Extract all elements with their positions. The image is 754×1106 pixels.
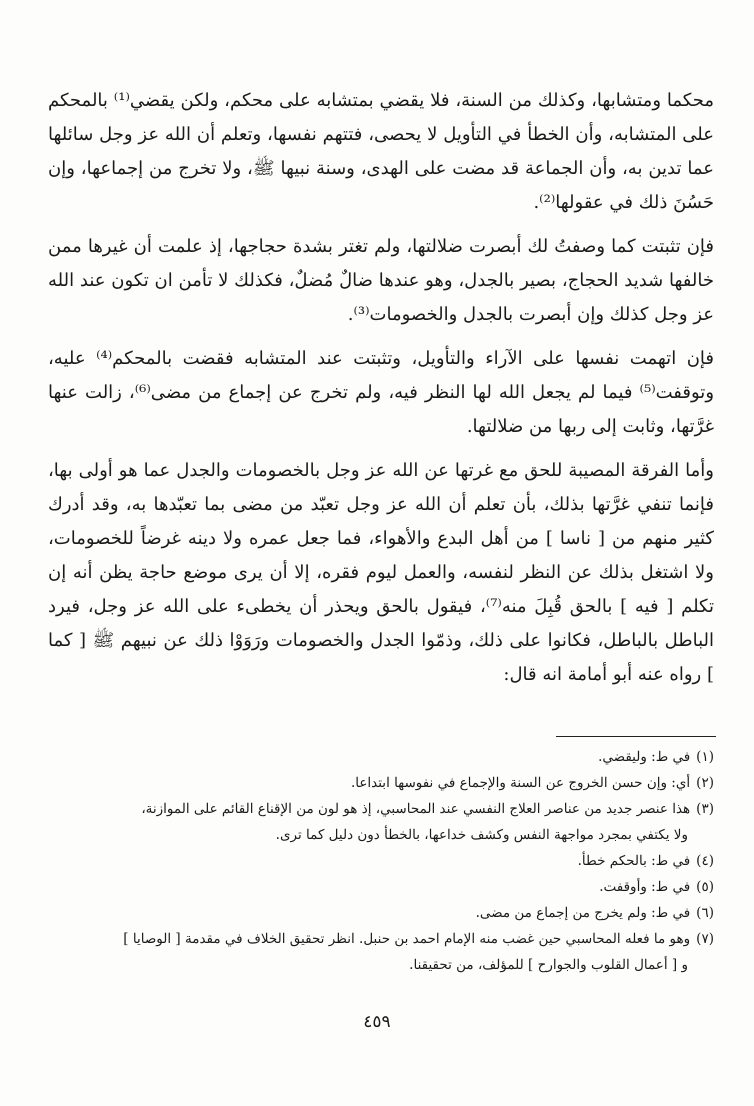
footnote: [48, 874, 714, 900]
footnote-number: (١): [696, 749, 714, 765]
main-text: [48, 84, 714, 692]
footnote: [48, 848, 714, 874]
footnote: [48, 796, 714, 822]
footnote-text: هذا عنصر جديد من عناصر العلاج النفسي عند المحاسبي، إذ هو لون من الإقناع القائم على الموازنة،: [141, 801, 691, 817]
footnote: [48, 900, 714, 926]
footnote-text: أي: وإن حسن الخروج عن السنة والإجماع في نفوسها ابتداعا.: [350, 775, 691, 791]
footnote-continuation: [48, 822, 714, 848]
paragraph-2: فإن تثبتت كما وصفتُ لك أبصرت ضلالتها، ولم تغتر بشدة حجاجها، إذ علمت أن غيرها ممن خالفها شديد الحجاج، بصير بالجدل، وهو عندها ضالٌ مُضلٌ، فكذلك لا تأمن ان تكون عند الله عز وجل كذلك وإن أبصرت بالجدل والخصومات⁽³⁾.: [48, 236, 714, 325]
footnotes: [48, 744, 714, 978]
footnote-text: في ط: وليقضي.: [598, 749, 691, 765]
footnote-text: في ط: وأوقفت.: [599, 879, 691, 895]
footnote-continuation: [48, 952, 714, 978]
footnote: [48, 926, 714, 952]
footnote: [48, 770, 714, 796]
footnote-divider: [556, 736, 716, 737]
footnote-text: في ط: بالحكم خطأ.: [577, 853, 691, 869]
footnote-number: (٤): [696, 853, 714, 869]
paragraph-3: فإن اتهمت نفسها على الآراء والتأويل، وتثبتت عند المتشابه فقضت بالمحكم⁽⁴⁾ عليه، وتوقفت⁽⁵⁾ فيما لم يجعل الله لها النظر فيه، ولم تخرج عن إجماع من مضى⁽⁶⁾، زالت عنها غرَّتها، وثابت إلى ربها من ضلالتها.: [48, 348, 715, 437]
paragraph-1: محكما ومتشابها، وكذلك من السنة، فلا يقضي بمتشابه على محكم، ولكن يقضي⁽¹⁾ بالمحكم على المتشابه، وأن الخطأ في التأويل لا يحصى، فتتهم نفسها، وتعلم أن الله عز وجل سائلها عما تدين به، وأن الجماعة قد مضت على الهدى، وسنة نبيها ﷺ، ولا تخرج من إجماعها، وإن حَسُنَ ذلك في عقولها⁽²⁾.: [48, 90, 714, 213]
footnote-number: (٦): [696, 905, 714, 921]
page-number: ٤٥٩: [363, 1012, 391, 1032]
footnote-text: وهو ما فعله المحاسبي حين غضب منه الإمام احمد بن حنبل. انظر تحقيق الخلاف في مقدمة [ الوصايا ]: [123, 931, 691, 947]
footnote-text: في ط: ولم يخرج من إجماع من مضى.: [475, 905, 691, 921]
footnote-text: و [ أعمال القلوب والجوارح ] للمؤلف، من تحقيقنا.: [409, 957, 688, 973]
footnote-text: ولا يكتفي بمجرد مواجهة النفس وكشف خداعها، بالخطأ دون دليل كما ترى.: [275, 827, 688, 843]
footnote: [48, 744, 714, 770]
footnote-number: (٧): [696, 931, 714, 947]
paragraph-4: وأما الفرقة المصيبة للحق مع غرتها عن الله عز وجل بالخصومات والجدل عما هو أولى بها، فإنما تنفي غرَّتها بذلك، بأن تعلم أن الله عز وجل تعبّد من مضى بما تعبّدها به، وقد أدرك كثير منهم من [ ناسا ] من أهل البدع والأهواء، فما جعل عمره ولا دينه غرضاً للخصومات، ولا اشتغل بذلك عن النظر لنفسه، والعمل ليوم فقره، إلا أن يرى موضع حاجة يظن أنه إن تكلم [ فيه ] بالحق قُبِلَ منه⁽⁷⁾، فيقول بالحق ويحذر أن يخطىء على الله عز وجل، فيرد الباطل بالباطل، فكانوا على ذلك، وذمّوا الجدل والخصومات ورَوَوْا ذلك عن نبيهم ﷺ [ كما ] رواه عنه أبو أمامة انه قال:: [48, 460, 714, 685]
footnote-number: (٥): [696, 879, 714, 895]
footnote-number: (٣): [696, 801, 714, 817]
footnote-number: (٢): [696, 775, 714, 791]
